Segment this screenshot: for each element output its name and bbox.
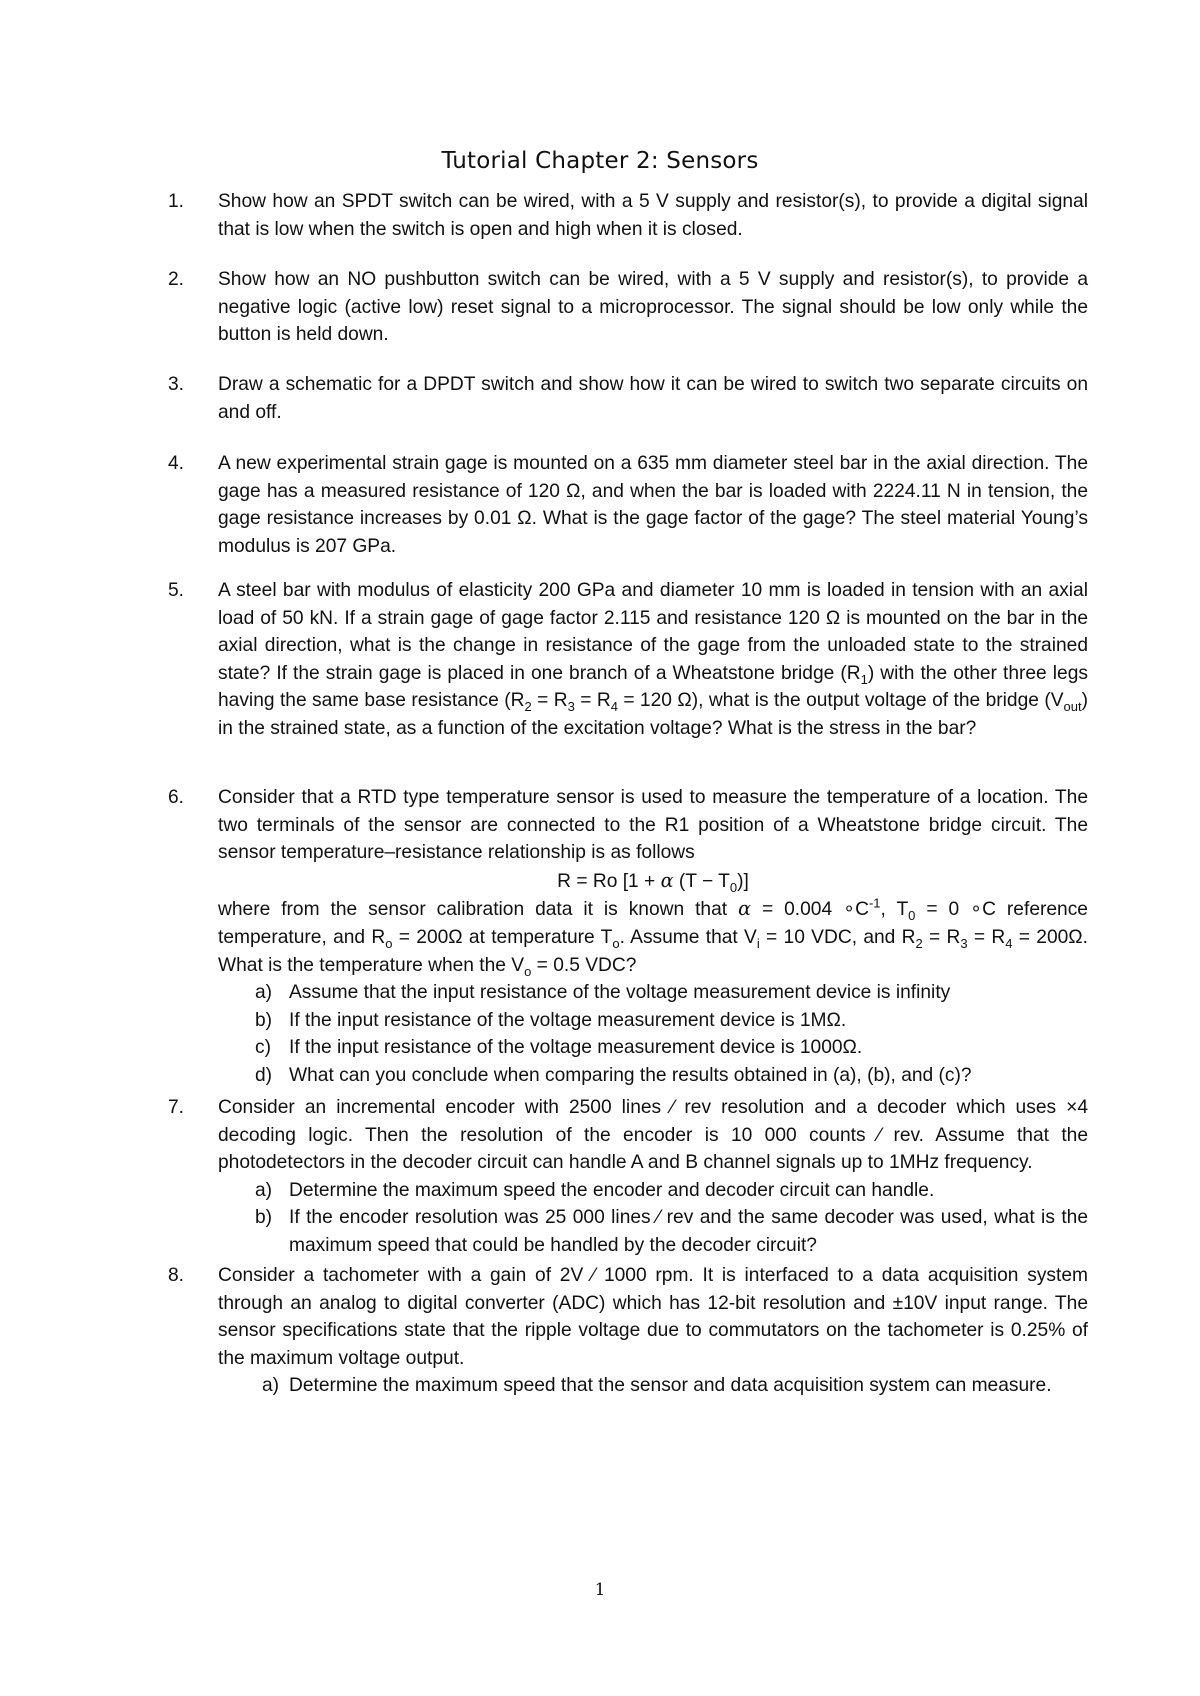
question-2 bbox=[168, 266, 1088, 349]
question-3 bbox=[168, 371, 1088, 426]
question-text: Show how an NO pushbutton switch can be wired, with a 5 V supply and resistor(s), to provide a negative logic (active low) reset signal to a microprocessor. The signal should be low only while the button is held down. bbox=[218, 269, 1088, 346]
question-5 bbox=[168, 577, 1088, 743]
question-number: 6. bbox=[168, 787, 185, 808]
question-intro: Consider that a RTD type temperature sensor is used to measure the temperature of a location. The two terminals of the sensor are connected to the R1 position of a Wheatstone bridge circuit. The sensor temperature–resistance relationship is as follows bbox=[218, 787, 1088, 864]
sub-question: b) If the input resistance of the voltage measurement device is 1MΩ. bbox=[255, 1009, 847, 1031]
question-text: A steel bar with modulus of elasticity 200 GPa and diameter 10 mm is loaded in tension with an axial load of 50 kN. If a strain gage of gage factor 2.115 and resistance 120 Ω is mounted on the bar in the axial direction, what is the change in resistance of the gage from the unloaded state to the strained state? If the strain gage is placed in one branch of a Wheatstone bridge $(R_1)$ with the other three legs having the same base resistance ($R_2 = R_3 = R_4 = 120$ Ω), what is the output voltage of the bridge $(V_{out})$ in the strained state, as a function of the excitation voltage? What is the stress in the bar? bbox=[218, 580, 1088, 739]
question-conditions: where from the sensor calibration data it is known that α = 0.004 $\circ C^{-1}$, $T_0 = 0$ ∘C reference temperature, and $R_o = 200\Omega$ at temperature $T_o$. Assume that $V_i = 10$ VDC, and $R_2 = R_3 = R_4 = 200\Omega$. What is the temperature when the $V_o = 0.5$ VDC? bbox=[218, 895, 1088, 979]
question-number: 3. bbox=[168, 374, 185, 395]
question-text: Consider a tachometer with a gain of 2V ⁄ 1000 rpm. It is interfaced to a data acquisition system through an analog to digital converter (ADC) which has 12-bit resolution and ±10V input range. The sensor specifications state that the ripple voltage due to commutators on the tachometer is 0.25% of the maximum voltage output. bbox=[218, 1265, 1088, 1369]
question-7 bbox=[168, 1094, 1088, 1260]
question-4 bbox=[168, 450, 1088, 560]
question-number: 7. bbox=[168, 1097, 185, 1118]
question-8 bbox=[168, 1262, 1088, 1400]
question-text: Draw a schematic for a DPDT switch and show how it can be wired to switch two separate circuits on and off. bbox=[218, 374, 1088, 423]
question-number: 4. bbox=[168, 453, 185, 474]
question-text: A new experimental strain gage is mounted on a 635 mm diameter steel bar in the axial direction. The gage has a measured resistance of 120 Ω, and when the bar is loaded with 2224.11 N in tension, the gage resistance increases by 0.01 Ω. What is the gage factor of the gage? The steel material Young’s modulus is 207 GPa. bbox=[218, 453, 1088, 557]
question-1 bbox=[168, 188, 1088, 243]
question-text: Show how an SPDT switch can be wired, with a 5 V supply and resistor(s), to provide a digital signal that is low when the switch is open and high when it is closed. bbox=[218, 191, 1088, 240]
sub-question: a) Assume that the input resistance of the voltage measurement device is infinity bbox=[255, 982, 951, 1004]
sub-question: d) What can you conclude when comparing the results obtained in (a), (b), and (c)? bbox=[255, 1064, 972, 1086]
question-number: 1. bbox=[168, 191, 185, 212]
question-text: Consider an incremental encoder with 2500 lines ⁄ rev resolution and a decoder which uses ×4 decoding logic. Then the resolution of the encoder is 10 000 counts ⁄ rev. Assume that the photodetectors in the decoder circuit can handle A and B channel signals up to 1MHz frequency. bbox=[218, 1097, 1088, 1174]
question-number: 2. bbox=[168, 269, 185, 290]
sub-question: a) Determine the maximum speed that the sensor and data acquisition system can measure. bbox=[262, 1375, 1052, 1397]
question-6 bbox=[168, 784, 1088, 1090]
rtd-equation: R = Ro [1 + α $(T - T_0)$] bbox=[557, 868, 749, 895]
question-number: 8. bbox=[168, 1265, 185, 1286]
sub-question: b) If the encoder resolution was 25 000 lines ⁄ rev and the same decoder was used, what is the maximum speed that could be handled by the decoder circuit? bbox=[255, 1207, 1088, 1256]
question-number: 5. bbox=[168, 580, 185, 601]
sub-question: c) If the input resistance of the voltage measurement device is 1000Ω. bbox=[255, 1037, 863, 1059]
sub-question: a) Determine the maximum speed the encoder and decoder circuit can handle. bbox=[255, 1179, 935, 1201]
page-title: Tutorial Chapter 2: Sensors bbox=[441, 148, 759, 174]
page-number: 1 bbox=[594, 1580, 606, 1600]
